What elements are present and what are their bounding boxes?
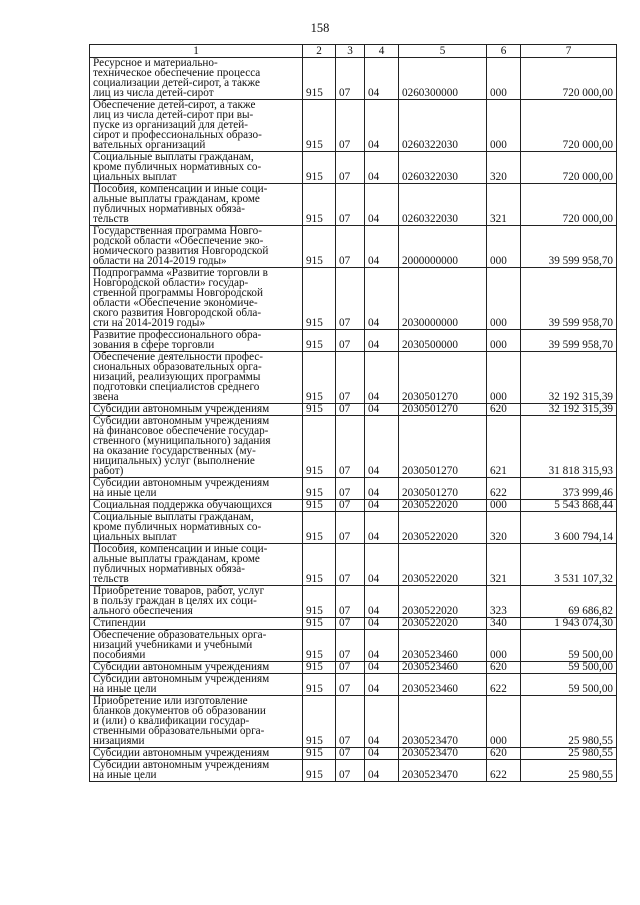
table-row (90, 544, 617, 586)
table-row (90, 500, 617, 512)
row-name: Подпрограмма «Развитие торговли в Новгородской области» государ- ственной программы Новгородской области «Обеспечение экономиче- ского развития Новгородской обла- сти на 2014-2019 годы» (90, 268, 303, 330)
row-name: Субсидии автономным учреждениям на иные цели (90, 760, 303, 782)
ministry-code: 915 (303, 544, 336, 586)
ministry-code: 915 (303, 184, 336, 226)
ministry-code: 915 (303, 352, 336, 404)
row-name: Субсидии автономным учреждениям на иные цели (90, 674, 303, 696)
table-row (90, 478, 617, 500)
row-name: Пособия, компенсации и иные соци- альные выплаты гражданам, кроме публичных нормативных обяза- тельств (90, 544, 303, 586)
expense-type-code: 620 (487, 404, 521, 416)
expense-type-code: 620 (487, 662, 521, 674)
expense-type-code: 321 (487, 184, 521, 226)
subsection-code: 04 (365, 226, 399, 268)
target-article-code: 2030523460 (399, 674, 487, 696)
row-name: Субсидии автономным учреждениям (90, 662, 303, 674)
amount: 59 500,00 (521, 662, 617, 674)
expense-type-code: 000 (487, 352, 521, 404)
expense-type-code: 323 (487, 586, 521, 618)
column-header-2: 2 (303, 45, 336, 58)
target-article-code: 2030501270 (399, 478, 487, 500)
table-row (90, 512, 617, 544)
table-header-row (90, 45, 617, 58)
amount: 720 000,00 (521, 152, 617, 184)
ministry-code: 915 (303, 58, 336, 100)
table-row (90, 268, 617, 330)
amount: 5 543 868,44 (521, 500, 617, 512)
expense-type-code: 000 (487, 696, 521, 748)
page-number: 158 (310, 21, 330, 35)
ministry-code: 915 (303, 630, 336, 662)
subsection-code: 04 (365, 330, 399, 352)
column-header-7: 7 (521, 45, 617, 58)
expense-type-code: 000 (487, 268, 521, 330)
expense-type-code: 320 (487, 152, 521, 184)
ministry-code: 915 (303, 748, 336, 760)
row-name: Обеспечение деятельности профес- сиональных образовательных орга- низаций, реализующих программы подготовки специалистов среднего звена (90, 352, 303, 404)
target-article-code: 2030522020 (399, 586, 487, 618)
expense-type-code: 620 (487, 748, 521, 760)
expense-type-code: 000 (487, 100, 521, 152)
table-row (90, 630, 617, 662)
table-row (90, 618, 617, 630)
table-row (90, 184, 617, 226)
amount: 720 000,00 (521, 58, 617, 100)
amount: 32 192 315,39 (521, 404, 617, 416)
target-article-code: 2030523470 (399, 748, 487, 760)
subsection-code: 04 (365, 184, 399, 226)
section-code: 07 (336, 512, 365, 544)
section-code: 07 (336, 748, 365, 760)
row-name: Субсидии автономным учреждениям (90, 748, 303, 760)
target-article-code: 2030501270 (399, 352, 487, 404)
row-name: Социальная поддержка обучающихся (90, 500, 303, 512)
target-article-code: 2030523460 (399, 662, 487, 674)
amount: 3 600 794,14 (521, 512, 617, 544)
ministry-code: 915 (303, 586, 336, 618)
target-article-code: 2030523460 (399, 630, 487, 662)
subsection-code: 04 (365, 152, 399, 184)
section-code: 07 (336, 352, 365, 404)
ministry-code: 915 (303, 330, 336, 352)
amount: 59 500,00 (521, 630, 617, 662)
target-article-code: 2030523470 (399, 696, 487, 748)
section-code: 07 (336, 226, 365, 268)
section-code: 07 (336, 404, 365, 416)
table-row (90, 352, 617, 404)
column-header-3: 3 (336, 45, 365, 58)
table-row (90, 586, 617, 618)
amount: 32 192 315,39 (521, 352, 617, 404)
section-code: 07 (336, 586, 365, 618)
section-code: 07 (336, 630, 365, 662)
table-row (90, 760, 617, 782)
subsection-code: 04 (365, 58, 399, 100)
expense-type-code: 321 (487, 544, 521, 586)
expense-type-code: 621 (487, 416, 521, 478)
amount: 25 980,55 (521, 748, 617, 760)
table-row (90, 696, 617, 748)
ministry-code: 915 (303, 512, 336, 544)
target-article-code: 0260322030 (399, 184, 487, 226)
ministry-code: 915 (303, 662, 336, 674)
ministry-code: 915 (303, 268, 336, 330)
ministry-code: 915 (303, 152, 336, 184)
subsection-code: 04 (365, 662, 399, 674)
section-code: 07 (336, 544, 365, 586)
table-row (90, 226, 617, 268)
expense-type-code: 320 (487, 512, 521, 544)
expense-type-code: 000 (487, 500, 521, 512)
row-name: Ресурсное и материально- техническое обеспечение процесса социализации детей-сирот, а также лиц из числа детей-сирот (90, 58, 303, 100)
column-header-4: 4 (365, 45, 399, 58)
amount: 720 000,00 (521, 184, 617, 226)
section-code: 07 (336, 100, 365, 152)
row-name: Социальные выплаты гражданам, кроме публичных нормативных со- циальных выплат (90, 512, 303, 544)
ministry-code: 915 (303, 618, 336, 630)
table-row (90, 58, 617, 100)
subsection-code: 04 (365, 630, 399, 662)
target-article-code: 2030522020 (399, 618, 487, 630)
amount: 25 980,55 (521, 696, 617, 748)
expense-type-code: 622 (487, 760, 521, 782)
target-article-code: 0260322030 (399, 100, 487, 152)
subsection-code: 04 (365, 760, 399, 782)
subsection-code: 04 (365, 544, 399, 586)
subsection-code: 04 (365, 352, 399, 404)
ministry-code: 915 (303, 674, 336, 696)
table-row (90, 416, 617, 478)
table-row (90, 404, 617, 416)
section-code: 07 (336, 500, 365, 512)
subsection-code: 04 (365, 512, 399, 544)
target-article-code: 2030500000 (399, 330, 487, 352)
subsection-code: 04 (365, 618, 399, 630)
table-row (90, 748, 617, 760)
section-code: 07 (336, 416, 365, 478)
ministry-code: 915 (303, 226, 336, 268)
subsection-code: 04 (365, 674, 399, 696)
ministry-code: 915 (303, 100, 336, 152)
target-article-code: 2030523470 (399, 760, 487, 782)
ministry-code: 915 (303, 478, 336, 500)
section-code: 07 (336, 152, 365, 184)
amount: 39 599 958,70 (521, 268, 617, 330)
expense-type-code: 000 (487, 330, 521, 352)
ministry-code: 915 (303, 416, 336, 478)
ministry-code: 915 (303, 500, 336, 512)
subsection-code: 04 (365, 696, 399, 748)
target-article-code: 2030522020 (399, 512, 487, 544)
ministry-code: 915 (303, 404, 336, 416)
row-name: Приобретение или изготовление бланков документов об образовании и (или) о квалификации государ- ственными образовательными орга- низациями (90, 696, 303, 748)
row-name: Субсидии автономным учреждениям на финансовое обеспечение государ- ственного (муниципального) задания на оказание государственных (му- ниципальных) услуг (выполнение работ) (90, 416, 303, 478)
target-article-code: 2030501270 (399, 404, 487, 416)
row-name: Развитие профессионального обра- зования в сфере торговли (90, 330, 303, 352)
section-code: 07 (336, 696, 365, 748)
expense-type-code: 340 (487, 618, 521, 630)
section-code: 07 (336, 618, 365, 630)
subsection-code: 04 (365, 100, 399, 152)
target-article-code: 2030522020 (399, 544, 487, 586)
table-body (90, 58, 617, 782)
row-name: Социальные выплаты гражданам, кроме публичных нормативных со- циальных выплат (90, 152, 303, 184)
column-header-6: 6 (487, 45, 521, 58)
target-article-code: 2000000000 (399, 226, 487, 268)
amount: 39 599 958,70 (521, 330, 617, 352)
row-name: Государственная программа Новго- родской области «Обеспечение эко- номического развития Новгородской области на 2014-2019 годы» (90, 226, 303, 268)
row-name: Стипендии (90, 618, 303, 630)
target-article-code: 2030522020 (399, 500, 487, 512)
amount: 1 943 074,30 (521, 618, 617, 630)
table-row (90, 152, 617, 184)
expense-type-code: 622 (487, 674, 521, 696)
table-row (90, 100, 617, 152)
ministry-code: 915 (303, 760, 336, 782)
section-code: 07 (336, 330, 365, 352)
amount: 39 599 958,70 (521, 226, 617, 268)
section-code: 07 (336, 58, 365, 100)
amount: 31 818 315,93 (521, 416, 617, 478)
table-row (90, 674, 617, 696)
subsection-code: 04 (365, 500, 399, 512)
target-article-code: 0260322030 (399, 152, 487, 184)
row-name: Обеспечение детей-сирот, а также лиц из числа детей-сирот при вы- пуске из организаций для детей- сирот и профессиональных образо- вательных организаций (90, 100, 303, 152)
expense-type-code: 622 (487, 478, 521, 500)
amount: 59 500,00 (521, 674, 617, 696)
ministry-code: 915 (303, 696, 336, 748)
section-code: 07 (336, 268, 365, 330)
amount: 69 686,82 (521, 586, 617, 618)
subsection-code: 04 (365, 268, 399, 330)
row-name: Субсидии автономным учреждениям (90, 404, 303, 416)
expense-type-code: 000 (487, 226, 521, 268)
row-name: Обеспечение образовательных орга- низаций учебниками и учебными пособиями (90, 630, 303, 662)
subsection-code: 04 (365, 586, 399, 618)
amount: 25 980,55 (521, 760, 617, 782)
amount: 3 531 107,32 (521, 544, 617, 586)
amount: 373 999,46 (521, 478, 617, 500)
table-row (90, 662, 617, 674)
budget-table (89, 44, 617, 782)
section-code: 07 (336, 478, 365, 500)
column-header-5: 5 (399, 45, 487, 58)
subsection-code: 04 (365, 748, 399, 760)
subsection-code: 04 (365, 478, 399, 500)
section-code: 07 (336, 760, 365, 782)
section-code: 07 (336, 674, 365, 696)
amount: 720 000,00 (521, 100, 617, 152)
expense-type-code: 000 (487, 58, 521, 100)
table-row (90, 330, 617, 352)
target-article-code: 2030000000 (399, 268, 487, 330)
subsection-code: 04 (365, 416, 399, 478)
column-header-1: 1 (90, 45, 303, 58)
row-name: Пособия, компенсации и иные соци- альные выплаты гражданам, кроме публичных нормативных обяза- тельств (90, 184, 303, 226)
expense-type-code: 000 (487, 630, 521, 662)
row-name: Субсидии автономным учреждениям на иные цели (90, 478, 303, 500)
target-article-code: 2030501270 (399, 416, 487, 478)
section-code: 07 (336, 662, 365, 674)
row-name: Приобретение товаров, работ, услуг в пользу граждан в целях их соци- ального обеспечения (90, 586, 303, 618)
section-code: 07 (336, 184, 365, 226)
subsection-code: 04 (365, 404, 399, 416)
target-article-code: 0260300000 (399, 58, 487, 100)
